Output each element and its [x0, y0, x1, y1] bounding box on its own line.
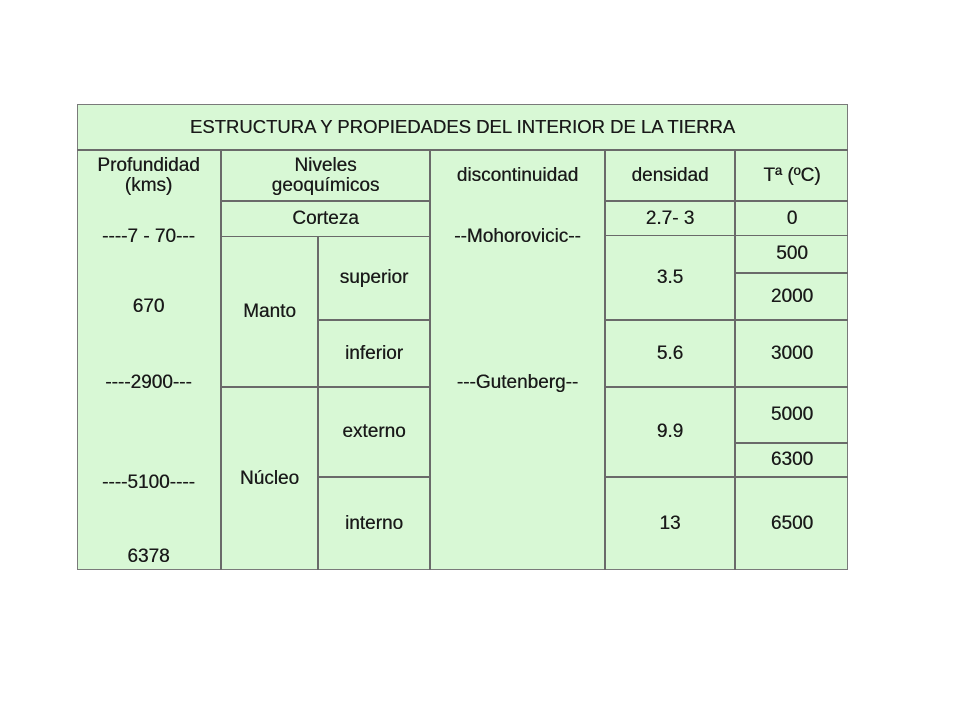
level-manto-inferior: inferior — [344, 342, 404, 364]
density-corteza: 2.7- 3 — [645, 207, 695, 229]
depth-value: ----5100---- — [102, 472, 195, 494]
temperature-value: 6500 — [770, 513, 814, 535]
level-corteza: Corteza — [292, 208, 359, 230]
density-manto-inferior: 5.6 — [656, 342, 684, 364]
depth-value: ----7 - 70--- — [102, 226, 195, 248]
discontinuity-gutenberg: ---Gutenberg-- — [456, 372, 579, 394]
temperature-value: 0 — [786, 207, 798, 229]
level-manto-superior: superior — [339, 267, 409, 289]
header-discontinuidad: discontinuidad — [456, 165, 579, 187]
level-nucleo-interno: interno — [344, 513, 404, 535]
level-manto: Manto — [243, 300, 296, 322]
temperature-value: 5000 — [770, 404, 814, 426]
depth-value: ----2900--- — [105, 372, 192, 394]
divider — [429, 151, 431, 570]
level-nucleo: Núcleo — [239, 468, 300, 490]
level-nucleo-externo: externo — [342, 421, 406, 443]
header-niveles: Niveles geoquímicos — [271, 155, 380, 196]
header-densidad: densidad — [631, 165, 709, 187]
density-nucleo-externo: 9.9 — [656, 421, 684, 443]
depth-value: 6378 — [127, 546, 170, 568]
density-manto-superior: 3.5 — [656, 266, 684, 288]
temperature-value: 500 — [776, 243, 808, 265]
temperature-value: 6300 — [770, 449, 814, 471]
temperature-value: 2000 — [770, 285, 814, 307]
earth-interior-table — [77, 104, 848, 570]
depth-value: 670 — [132, 296, 165, 318]
header-profundidad: Profundidad (kms) — [97, 155, 200, 196]
density-nucleo-interno: 13 — [659, 513, 681, 535]
table-title: ESTRUCTURA Y PROPIEDADES DEL INTERIOR DE LA TIERRA — [189, 115, 736, 137]
discontinuity-mohorovicic: --Mohorovicic-- — [454, 226, 581, 248]
header-temperatura: Tª (ºC) — [763, 165, 821, 187]
temperature-value: 3000 — [770, 342, 814, 364]
